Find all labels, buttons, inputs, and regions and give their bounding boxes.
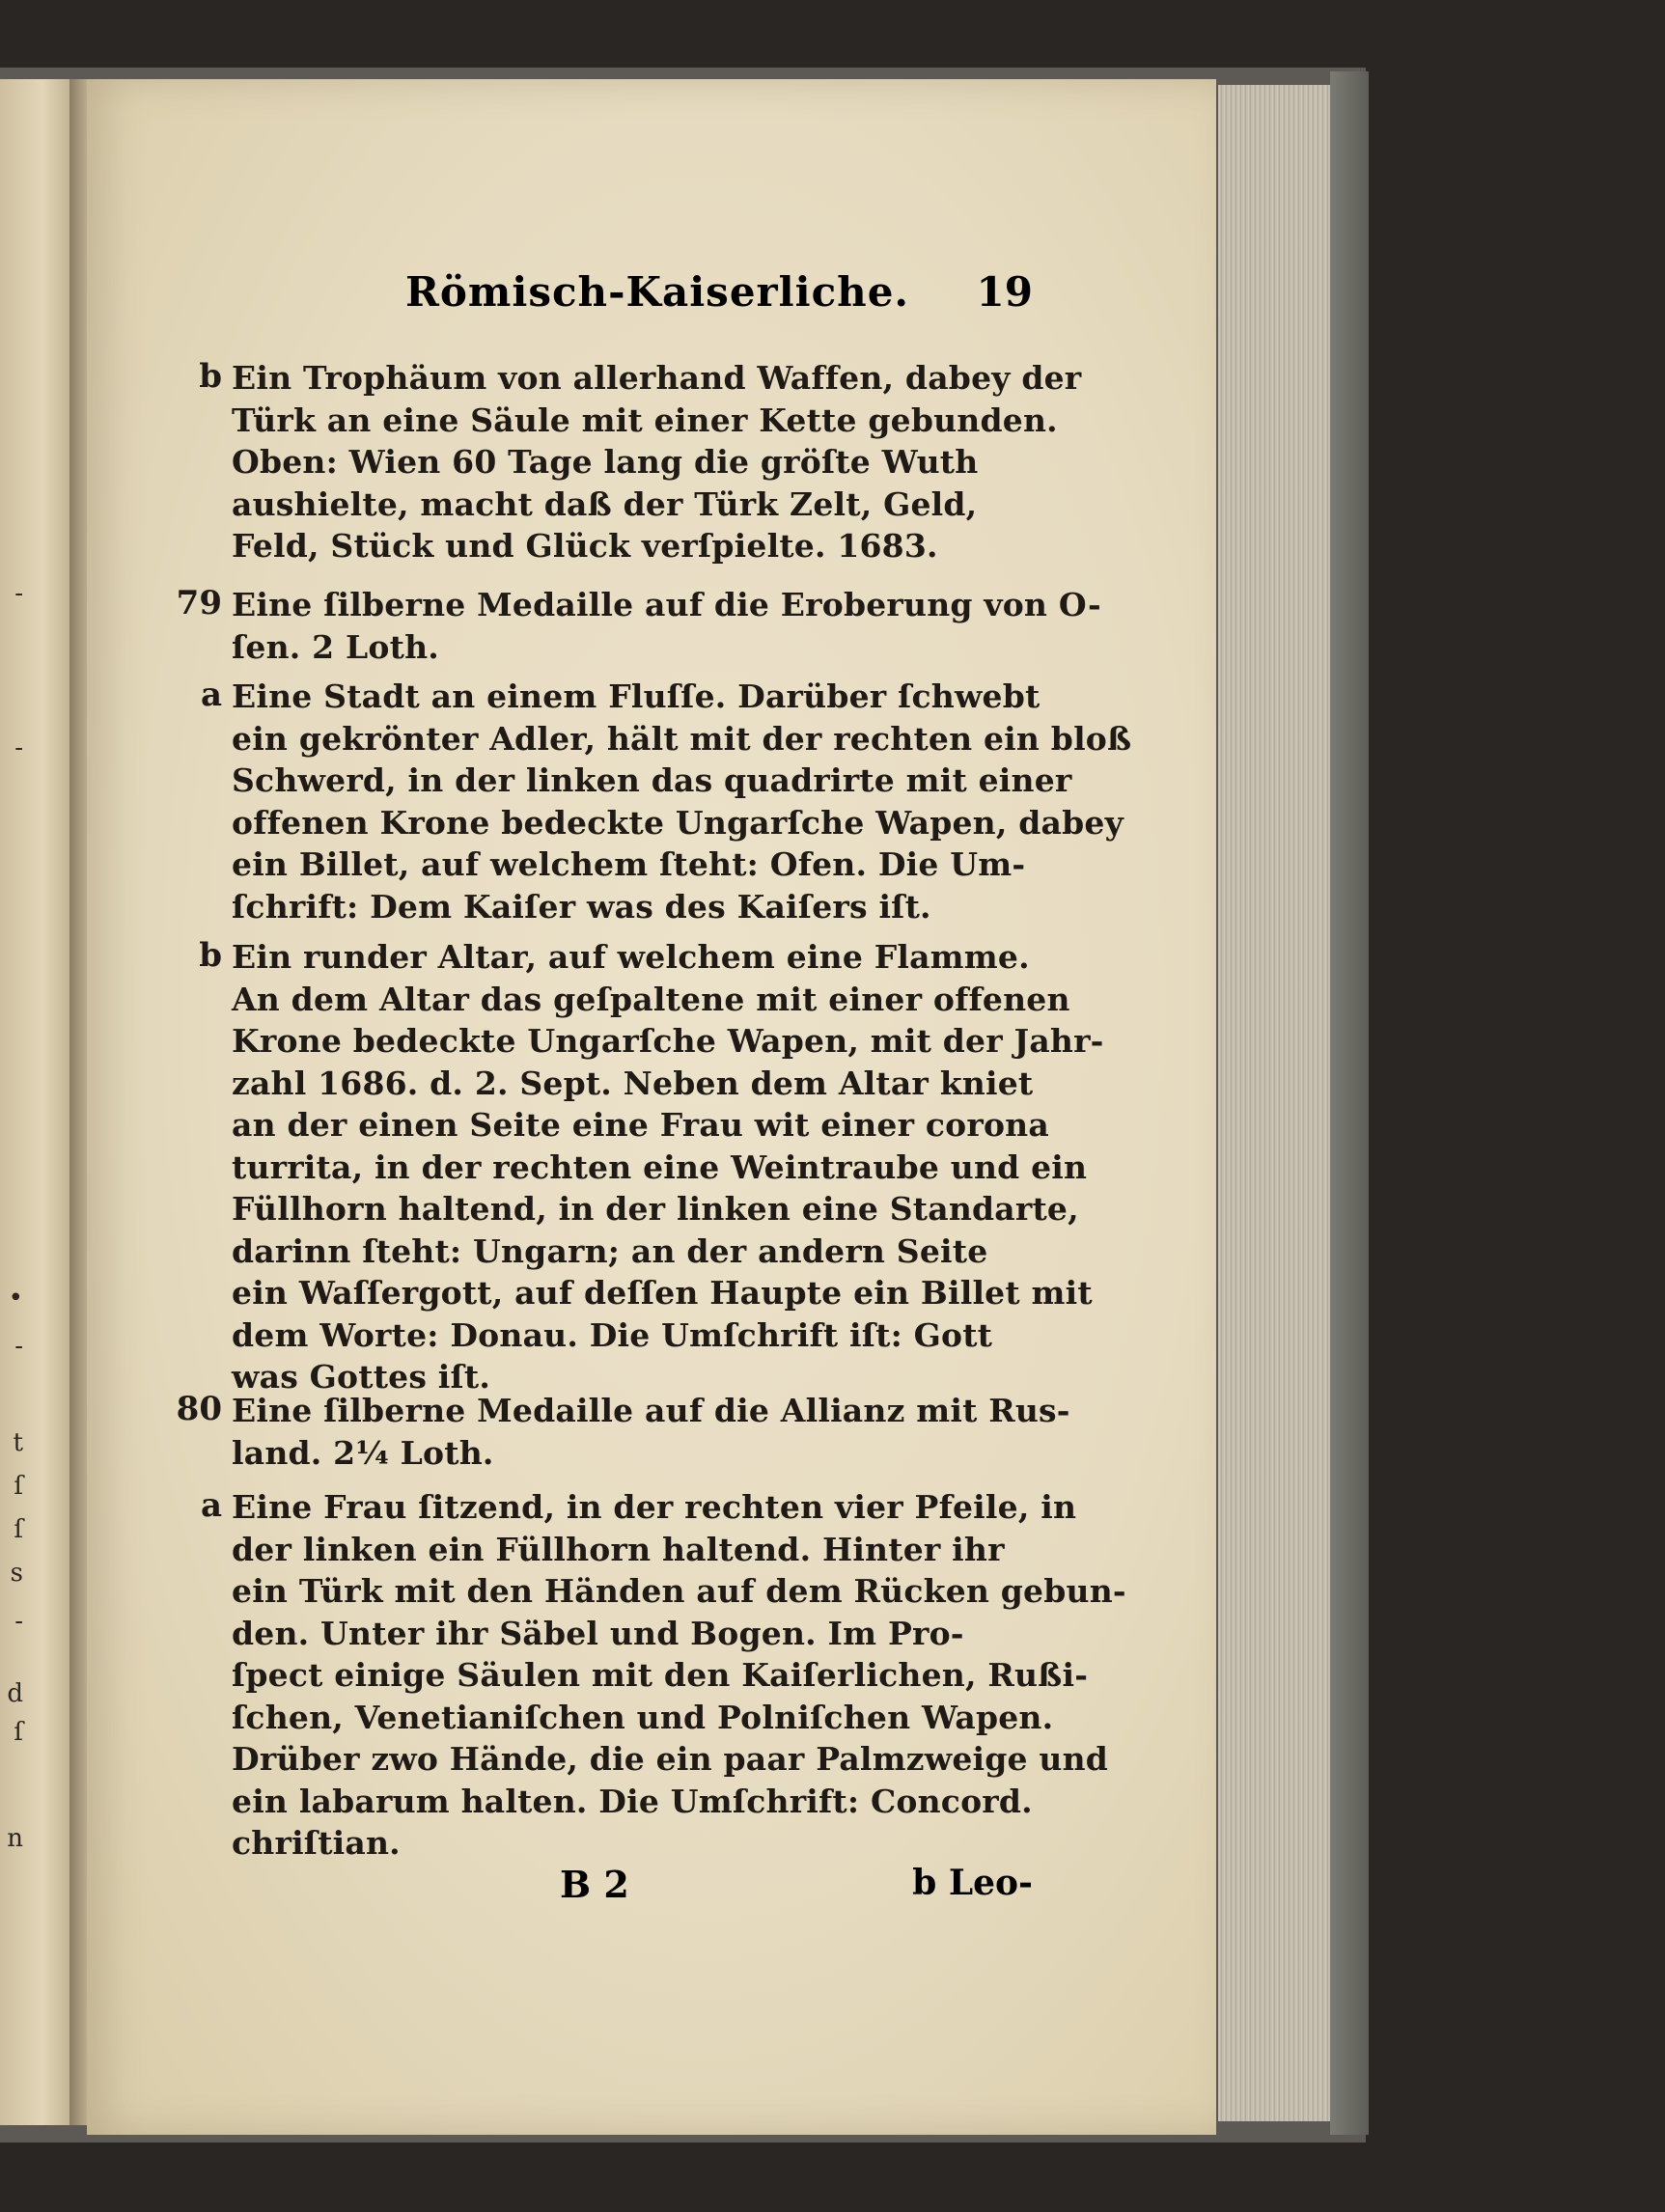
entry-text [232,1390,1070,1474]
text-line: Krone bedeckte Ungarſche Wapen, mit der Jahr- [232,1022,1104,1060]
text-line: Eine ſilberne Medaille auf die Allianz mit Rus- [232,1392,1070,1429]
text-line: ſen. 2 Loth. [232,627,439,666]
left-page-fragment: - [14,733,23,762]
page-footer [405,1863,1033,1911]
text-line: Ein runder Altar, auf welchem eine Flamme. [232,938,1030,976]
text-line: Eine ſilberne Medaille auf die Eroberung von O- [232,586,1101,623]
text-line: ſchen, Venetianiſchen und Polniſchen Wapen. [232,1698,1054,1736]
signature-mark: B 2 [560,1863,629,1906]
entry-number: 79 [176,584,222,622]
left-page-fragment: - [14,579,23,608]
entry-text [232,1486,1126,1865]
text-line: Türk an eine Säule mit einer Kette gebunden. [232,401,1058,439]
left-page-fragment: • [8,1284,23,1313]
text-line: Feld, Stück und Glück verſpielte. 1683. [232,527,938,565]
text-line: ein Türk mit den Händen auf dem Rücken gebun- [232,1572,1126,1610]
left-page-fragment: t [13,1428,23,1457]
left-page-fragment: - [14,1332,23,1361]
page-fore-edge [1218,85,1332,2121]
text-line: Eine Frau ſitzend, in der rechten vier Pfeile, in [232,1488,1077,1526]
catchword: b Leo- [912,1863,1033,1903]
text-line: was Gottes iſt. [232,1358,491,1396]
text-line: Schwerd, in der linken das quadrirte mit einer [232,761,1072,799]
text-line: darinn ſteht: Ungarn; an der andern Seite [232,1231,988,1270]
entry-number: 80 [176,1390,222,1428]
entry-label: b [199,936,222,975]
text-line: chriſtian. [232,1824,401,1862]
left-page-fragment: ſ [14,1472,23,1501]
text-line: an der einen Seite eine Frau wit einer corona [232,1106,1049,1144]
left-page-fragment: n [7,1824,23,1853]
text-line: der linken ein Füllhorn haltend. Hinter ihr [232,1530,1005,1568]
text-line: dem Worte: Donau. Die Umſchrift iſt: Gott [232,1315,993,1354]
entry-text [232,584,1101,668]
entry-label: b [199,357,222,396]
left-page-fragment: ſ [14,1515,23,1544]
left-page-fragment: - [14,1607,23,1636]
entry-text [232,357,1082,567]
text-line: turrita, in der rechten eine Weintraube und ein [232,1147,1088,1186]
entry-text [232,676,1132,927]
text-line: land. 2¼ Loth. [232,1433,494,1472]
left-page-fragment: s [10,1559,23,1588]
text-line: zahl 1686. d. 2. Sept. Neben dem Altar kniet [232,1064,1034,1102]
text-line: Ein Trophäum von allerhand Waffen, dabey der [232,359,1082,397]
text-line: An dem Altar das geſpaltene mit einer offenen [232,980,1070,1018]
text-line: ſchrift: Dem Kaiſer was des Kaiſers iſt. [232,887,931,926]
text-line: ein labarum halten. Die Umſchrift: Concord. [232,1782,1033,1820]
text-line: offenen Krone bedeckte Ungarſche Wapen, dabey [232,803,1124,842]
running-head-title: Römisch-Kaiserliche. [405,268,910,316]
book-cover-edge [1330,71,1369,2135]
running-head [405,268,1033,326]
left-page-fragment: ſ [14,1718,23,1747]
left-page-fragments [0,79,29,2125]
text-line: Oben: Wien 60 Tage lang die gröſte Wuth [232,443,979,481]
entry-label: a [200,1486,222,1525]
text-line: ein Billet, auf welchem ſteht: Ofen. Die Um- [232,845,1026,883]
text-line: Eine Stadt an einem Fluſſe. Darüber ſchwebt [232,677,1041,715]
entry-label: a [200,676,222,714]
left-page-fragment: d [7,1679,23,1708]
text-line: ein gekrönter Adler, hält mit der rechten ein bloß [232,719,1132,758]
left-facing-page [0,79,77,2125]
text-line: ein Waſſergott, auf deſſen Haupte ein Billet mit [232,1274,1093,1312]
page-number: 19 [976,268,1033,316]
text-line: Füllhorn haltend, in der linken eine Standarte, [232,1190,1079,1228]
text-line: Drüber zwo Hände, die ein paar Palmzweige und [232,1740,1109,1778]
entry-text [232,936,1104,1398]
text-line: ſpect einige Säulen mit den Kaiſerlichen, Rußi- [232,1656,1089,1694]
text-line: den. Unter ihr Säbel und Bogen. Im Pro- [232,1614,964,1652]
text-line: aushielte, macht daß der Türk Zelt, Geld, [232,484,978,523]
